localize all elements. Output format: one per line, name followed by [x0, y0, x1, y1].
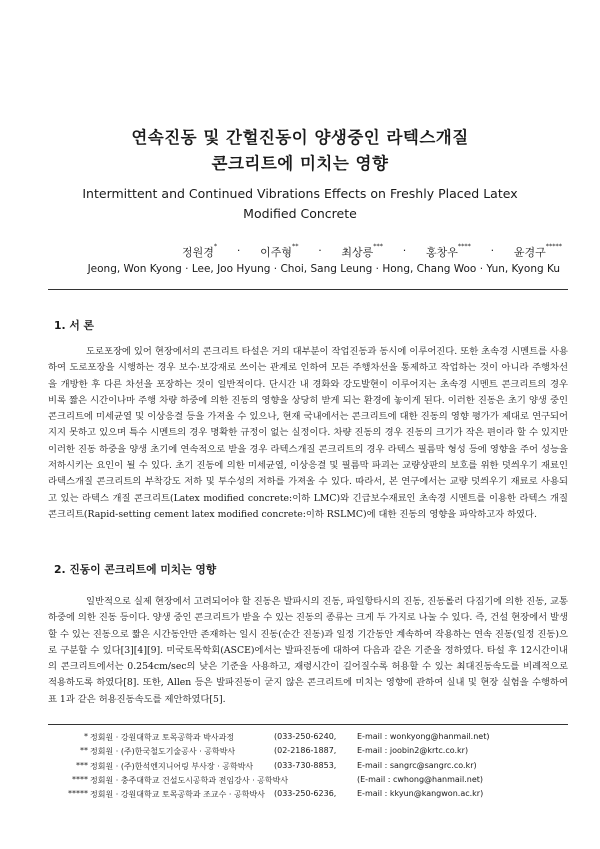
header-divider — [48, 289, 568, 290]
author-separator: · — [402, 244, 407, 257]
author-separator: · — [318, 244, 322, 257]
authors-english: Jeong, Won Kyong · Lee, Joo Hyung · Choi, Sang Leung · Hong, Chang Woo · Yun, Kyong Ku — [87, 263, 560, 275]
author-separator: · — [490, 244, 495, 257]
footnote: **** 정회원 · 충주대학교 건설도시공학과 전임강사 · 공학박사 (E-mail : cwhong@hanmail.net) — [72, 774, 484, 785]
author-3: 최상릉*** — [341, 242, 384, 259]
author-4: 홍창우**** — [425, 242, 471, 259]
author-2: 이주형** — [260, 242, 299, 259]
footnote: ** 정회원 · (주)한국철도기술공사 · 공학박사 (02-2186-1887, E-mail : joobin2@krtc.co.kr) — [80, 746, 469, 757]
title-english-line2: Modified Concrete — [243, 206, 357, 221]
footnotes — [52, 732, 572, 803]
authors-korean — [182, 244, 562, 260]
footnote: *** 정회원 · (주)한석엔지니어링 부사장 · 공학박사 (033-730-8853, E-mail : sangrc@sangrc.co.kr) — [76, 760, 477, 771]
section-2-heading: 2. 진동이 콘크리트에 미치는 영향 — [54, 563, 217, 576]
footnote: * 정회원 · 강원대학교 토목공학과 박사과정 (033-250-6240, E-mail : wonkyong@hanmail.net) — [84, 732, 490, 742]
title-korean-line1: 연속진동 및 간헐진동이 양생중인 라텍스개질 — [131, 128, 469, 147]
title-korean-line2: 콘크리트에 미치는 영향 — [211, 154, 389, 173]
author-5: 윤경구***** — [513, 242, 562, 259]
author-separator: · — [236, 244, 241, 257]
section-1-body: 도로포장에 있어 현장에서의 콘크리트 타설은 거의 대부분이 작업진동과 동시에 이루어진다. 또한 초속경 시멘트를 사용하여 도로포장을 시행하는 경우 보수·보강재로 쓰이는 관계로 인하여 모든 주행차선을 통제하고 작업하는 것이 아니라 주행차선을 개방한 후 다른 차선을 포장하는 것이 일반적이다. 단시간 내 경화와 강도발현이 이루어지는 초속경 시멘트 콘크리트의 경우 비록 짧은 시간이나마 주행 차량 하중에 의한 진동의 영향을 상당히 받게 되는 환경에 놓이게 된다. 이러한 진동은 초기 양생 중인 콘크리트에 미세균열 및 이상응결 등을 가져올 수 있으나, 현재 국내에서는 콘크리트에 대한 진동의 영향 평가가 제대로 연구되어지지 못하고 있으며 특수 시멘트의 경우 명확한 규정이 없는 실정이다. 차량 진동의 경우 진동의 크기가 작은 편이라 할 수 있지만 이러한 진동 하중을 양생 초기에 연속적으로 받을 경우 라텍스개질 콘크리트의 경우 라텍스 필름막 형성 등에 영향을 주어 성능을 저하시키는 요인이 될 수 있다. 초기 진동에 의한 미세균열, 이상응결 및 필름막 파괴는 교량상판의 보호를 위한 덧씌우기 재료인 라텍스개질 콘크리트의 부착강도 저하 및 투수성의 저하를 가져올 수 있다. 따라서, 본 연구에서는 교량 덧씌우기 재료로 사용되고 있는 라텍스 개질 콘크리트(Latex modified concrete:이하 LMC)와 긴급보수재료인 초속경 시멘트를 이용한 라텍스 개질 콘크리트(Rapid-setting cement latex modified concrete:이하 RSLMC)에 대한 진동의 영향을 파악하고자 하였다. — [48, 346, 568, 520]
author-1: 정원경* — [182, 242, 218, 259]
title-english-line1: Intermittent and Continued Vibrations Effects on Freshly Placed Latex — [82, 186, 518, 201]
section-2-body: 일반적으로 실제 현장에서 고려되어야 할 진동은 발파시의 진동, 파일항타시의 진동, 진동롤러 다짐기에 의한 진동, 교통하중에 의한 진동 등이다. 양생 중인 콘크리트가 받을 수 있는 진동의 종류는 크게 두 가지로 나눌 수 있다. 즉, 건설 현장에서 발생할 수 있는 진동으로 짧은 시간동안만 존재하는 일시 진동(순간 진동)과 일정 기간동안 계속하여 작용하는 연속 진동(일정 진동)으로 구분할 수 있다[3][4][9]. 미국토목학회(ASCE)에서는 발파진동에 대하여 다음과 같은 기준을 정하였다. 타설 후 12시간이내의 콘크리트에서는 0.254cm/sec의 낮은 기준을 사용하고, 재령시간이 길어질수록 허용할 수 있는 최대진동속도를 비례적으로 적용하도록 하였다[8]. 또한, Allen 등은 발파진동이 굳지 않은 콘크리트에 미치는 영향에 관하여 실내 및 현장 실험을 수행하여 표 1과 같은 허용진동속도를 제안하였다[5]. — [48, 596, 568, 705]
footnote-divider — [48, 724, 568, 725]
footnote: ***** 정회원 · 강원대학교 토목공학과 조교수 · 공학박사 (033-250-6236, E-mail : kkyun@kangwon.ac.kr) — [68, 789, 484, 800]
section-1-heading: 1. 서 론 — [54, 319, 94, 332]
